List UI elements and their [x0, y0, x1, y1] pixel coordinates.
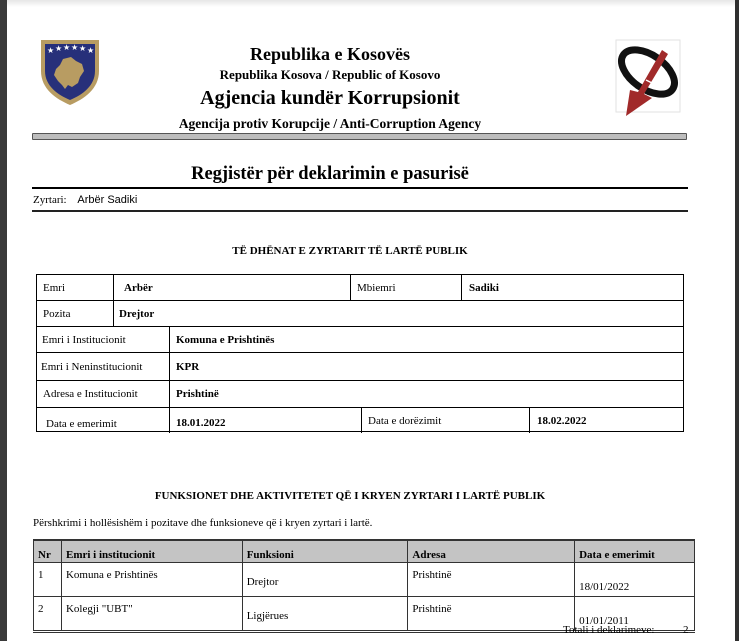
column-header-institution: Emri i institucionit: [61, 540, 242, 563]
column-header-function: Funksioni: [242, 540, 408, 563]
total-value: 2: [683, 624, 689, 636]
header-divider-bar: [32, 133, 687, 140]
official-line: [33, 194, 137, 206]
cell-nr: 2: [34, 597, 62, 632]
submission-date-label: Data e dorëzimit: [361, 408, 529, 433]
first-name-label: Emri: [43, 281, 65, 294]
position-label: Pozita: [43, 307, 71, 320]
cell-institution: Kolegji "UBT": [61, 597, 242, 632]
cell-function: Drejtor: [242, 563, 408, 597]
cell-institution: Komuna e Prishtinës: [61, 563, 242, 597]
last-name-label: Mbiemri: [350, 275, 461, 300]
total-label: Totali i deklarimeve:: [563, 624, 655, 636]
submission-date-value: 18.02.2022: [529, 408, 683, 433]
cell-nr: 1: [34, 563, 62, 597]
column-header-nr: Nr: [34, 540, 62, 563]
document-title: Regjistër për deklarimin e pasurisë: [191, 164, 469, 184]
cell-address: Prishtinë: [408, 597, 575, 632]
svg-text:★: ★: [55, 44, 63, 53]
last-name-value: Sadiki: [461, 275, 683, 300]
column-header-appointment-date: Data e emerimit: [575, 540, 695, 563]
header-agency-serbian-english: Agencija protiv Korupcije / Anti-Corruption Agency: [178, 116, 482, 131]
row-address: [37, 381, 683, 408]
address-value: Prishtinë: [169, 381, 683, 407]
viewer-scrollbar-edge: [735, 0, 739, 641]
official-label: Zyrtari:: [33, 194, 67, 206]
subinstitution-label: Emri i Neninstitucionit: [41, 360, 143, 373]
official-name: Arbër Sadiki: [77, 194, 138, 206]
svg-text:★: ★: [87, 46, 95, 55]
header-republic-serbian-english: Republika Kosova / Republic of Kosovo: [219, 67, 441, 82]
address-label: Adresa e Institucionit: [43, 388, 138, 400]
institution-label: Emri i Institucionit: [42, 333, 126, 346]
functions-description: Përshkrimi i hollësishëm i pozitave dhe funksioneve që i kryen zyrtari i lartë.: [33, 517, 373, 529]
official-data-heading: TË DHËNAT E ZYRTARIT TË LARTË PUBLIK: [232, 245, 468, 257]
official-divider: [32, 210, 688, 212]
cell-address: Prishtinë: [408, 563, 575, 597]
svg-text:★: ★: [47, 46, 55, 55]
cell-date: 18/01/2022: [575, 563, 695, 597]
row-institution: [37, 327, 683, 353]
header-agency-albanian: Agjencia kundër Korrupsionit: [200, 87, 460, 109]
appointment-date-label: Data e emerimit: [46, 417, 117, 430]
svg-text:★: ★: [79, 44, 87, 53]
table-row: [34, 563, 695, 597]
column-header-address: Adresa: [408, 540, 575, 563]
position-value: Drejtor: [113, 301, 683, 326]
functions-heading: FUNKSIONET DHE AKTIVITETET QË I KRYEN ZYRTARI I LARTË PUBLIK: [154, 490, 546, 502]
row-position: [37, 301, 683, 327]
official-data-table: [36, 274, 684, 432]
cell-date: 01/01/2011: [575, 597, 695, 632]
functions-table-header: [34, 540, 695, 563]
appointment-date-value: 18.01.2022: [169, 408, 361, 433]
first-name-value: Arbër: [113, 275, 350, 300]
header-republic-albanian: Republika e Kosovës: [249, 44, 411, 64]
page-top-shadow: [7, 0, 735, 7]
row-subinstitution: [37, 353, 683, 381]
declarations-total: [563, 624, 689, 636]
title-divider: [32, 187, 688, 189]
functions-table: [33, 539, 695, 633]
anti-corruption-agency-logo-icon: [610, 38, 690, 118]
subinstitution-value: KPR: [169, 353, 683, 380]
svg-text:★: ★: [63, 43, 71, 52]
cell-function: Ligjërues: [242, 597, 408, 632]
svg-text:★: ★: [71, 43, 79, 52]
row-name: [37, 275, 683, 301]
row-dates: [37, 408, 683, 433]
institution-value: Komuna e Prishtinës: [169, 327, 683, 352]
